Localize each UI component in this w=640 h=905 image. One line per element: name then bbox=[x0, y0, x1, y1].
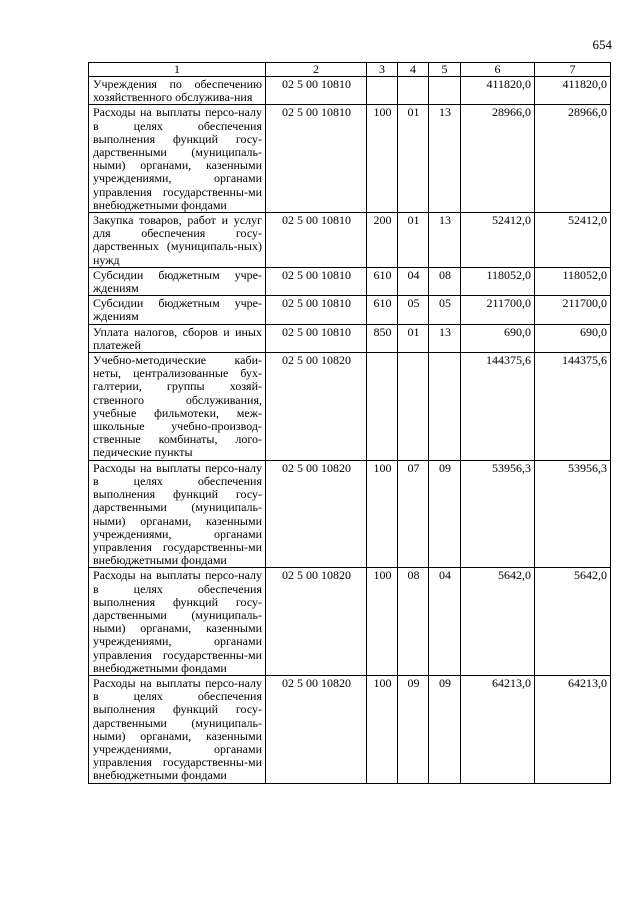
header-col-6: 6 bbox=[461, 63, 535, 77]
header-col-2: 2 bbox=[266, 63, 367, 77]
row-name: Закупка товаров, работ и услуг для обеспечения госу-дарственных (муниципаль-ных) нужд bbox=[89, 213, 266, 268]
row-code: 02 5 00 10810 bbox=[266, 213, 367, 268]
row-col-3 bbox=[367, 77, 398, 105]
row-col-5: 09 bbox=[429, 675, 461, 783]
row-col-3 bbox=[367, 353, 398, 461]
row-value-7: 144375,6 bbox=[535, 353, 611, 461]
row-col-5: 13 bbox=[429, 324, 461, 352]
row-value-6: 5642,0 bbox=[461, 568, 535, 676]
row-col-4: 04 bbox=[398, 267, 429, 295]
table-row bbox=[89, 296, 611, 324]
row-name: Субсидии бюджетным учре-ждениям bbox=[89, 267, 266, 295]
table-row bbox=[89, 353, 611, 461]
row-col-4: 09 bbox=[398, 675, 429, 783]
header-col-3: 3 bbox=[367, 63, 398, 77]
row-value-6: 52412,0 bbox=[461, 213, 535, 268]
row-value-6: 144375,6 bbox=[461, 353, 535, 461]
row-col-3: 610 bbox=[367, 267, 398, 295]
row-col-4: 08 bbox=[398, 568, 429, 676]
row-value-7: 411820,0 bbox=[535, 77, 611, 105]
row-code: 02 5 00 10810 bbox=[266, 267, 367, 295]
row-col-4: 05 bbox=[398, 296, 429, 324]
row-col-5: 09 bbox=[429, 460, 461, 568]
row-value-7: 211700,0 bbox=[535, 296, 611, 324]
row-name: Расходы на выплаты персо-налу в целях обеспечения выполнения функций госу-дарственными (муниципаль-ными) органами, казенными учреждениями, органами управления государственны-ми внебюджетными фондами bbox=[89, 460, 266, 568]
row-col-3: 100 bbox=[367, 675, 398, 783]
row-value-6: 411820,0 bbox=[461, 77, 535, 105]
row-code: 02 5 00 10810 bbox=[266, 105, 367, 213]
row-col-4 bbox=[398, 353, 429, 461]
budget-table bbox=[88, 62, 611, 784]
table-row bbox=[89, 460, 611, 568]
table-row bbox=[89, 267, 611, 295]
table-row bbox=[89, 105, 611, 213]
row-code: 02 5 00 10820 bbox=[266, 568, 367, 676]
row-code: 02 5 00 10820 bbox=[266, 675, 367, 783]
row-col-3: 850 bbox=[367, 324, 398, 352]
table-row bbox=[89, 77, 611, 105]
row-col-4: 01 bbox=[398, 324, 429, 352]
page-number: 654 bbox=[592, 37, 612, 52]
table-row bbox=[89, 213, 611, 268]
row-code: 02 5 00 10810 bbox=[266, 296, 367, 324]
row-col-3: 100 bbox=[367, 460, 398, 568]
table-row bbox=[89, 568, 611, 676]
row-code: 02 5 00 10820 bbox=[266, 353, 367, 461]
row-value-7: 52412,0 bbox=[535, 213, 611, 268]
row-code: 02 5 00 10810 bbox=[266, 77, 367, 105]
row-col-3: 100 bbox=[367, 105, 398, 213]
header-col-7: 7 bbox=[535, 63, 611, 77]
row-code: 02 5 00 10820 bbox=[266, 460, 367, 568]
row-value-7: 118052,0 bbox=[535, 267, 611, 295]
row-col-3: 610 bbox=[367, 296, 398, 324]
row-col-4: 01 bbox=[398, 105, 429, 213]
table-row bbox=[89, 675, 611, 783]
row-code: 02 5 00 10810 bbox=[266, 324, 367, 352]
row-name: Расходы на выплаты персо-налу в целях обеспечения выполнения функций госу-дарственными (муниципаль-ными) органами, казенными учреждениями, органами управления государственны-ми внебюджетными фондами bbox=[89, 568, 266, 676]
row-col-5: 08 bbox=[429, 267, 461, 295]
row-value-6: 53956,3 bbox=[461, 460, 535, 568]
table-row bbox=[89, 324, 611, 352]
row-col-5 bbox=[429, 77, 461, 105]
header-col-4: 4 bbox=[398, 63, 429, 77]
row-name: Субсидии бюджетным учре-ждениям bbox=[89, 296, 266, 324]
row-col-3: 100 bbox=[367, 568, 398, 676]
row-name: Уплата налогов, сборов и иных платежей bbox=[89, 324, 266, 352]
row-value-6: 28966,0 bbox=[461, 105, 535, 213]
row-col-3: 200 bbox=[367, 213, 398, 268]
row-value-7: 64213,0 bbox=[535, 675, 611, 783]
row-col-4 bbox=[398, 77, 429, 105]
row-name: Учебно-методические каби-неты, централизованные бух-галтерии, группы хозяй-ственного обслуживания, учебные фильмотеки, меж-школьные учебно-производ-ственные комбинаты, лого-педические пункты bbox=[89, 353, 266, 461]
row-name: Расходы на выплаты персо-налу в целях обеспечения выполнения функций госу-дарственными (муниципаль-ными) органами, казенными учреждениями, органами управления государственны-ми внебюджетными фондами bbox=[89, 675, 266, 783]
row-value-7: 28966,0 bbox=[535, 105, 611, 213]
row-value-6: 690,0 bbox=[461, 324, 535, 352]
row-value-7: 690,0 bbox=[535, 324, 611, 352]
row-col-5 bbox=[429, 353, 461, 461]
row-col-4: 01 bbox=[398, 213, 429, 268]
row-value-7: 53956,3 bbox=[535, 460, 611, 568]
row-col-4: 07 bbox=[398, 460, 429, 568]
row-name: Учреждения по обеспечению хозяйственного обслужива-ния bbox=[89, 77, 266, 105]
header-col-1: 1 bbox=[89, 63, 266, 77]
row-col-5: 13 bbox=[429, 105, 461, 213]
row-name: Расходы на выплаты персо-налу в целях обеспечения выполнения функций госу-дарственными (муниципаль-ными) органами, казенными учреждениями, органами управления государственны-ми внебюджетными фондами bbox=[89, 105, 266, 213]
table-body bbox=[89, 77, 611, 784]
row-col-5: 05 bbox=[429, 296, 461, 324]
row-value-6: 64213,0 bbox=[461, 675, 535, 783]
header-row bbox=[89, 63, 611, 77]
header-col-5: 5 bbox=[429, 63, 461, 77]
row-value-6: 118052,0 bbox=[461, 267, 535, 295]
row-value-6: 211700,0 bbox=[461, 296, 535, 324]
row-value-7: 5642,0 bbox=[535, 568, 611, 676]
row-col-5: 04 bbox=[429, 568, 461, 676]
row-col-5: 13 bbox=[429, 213, 461, 268]
